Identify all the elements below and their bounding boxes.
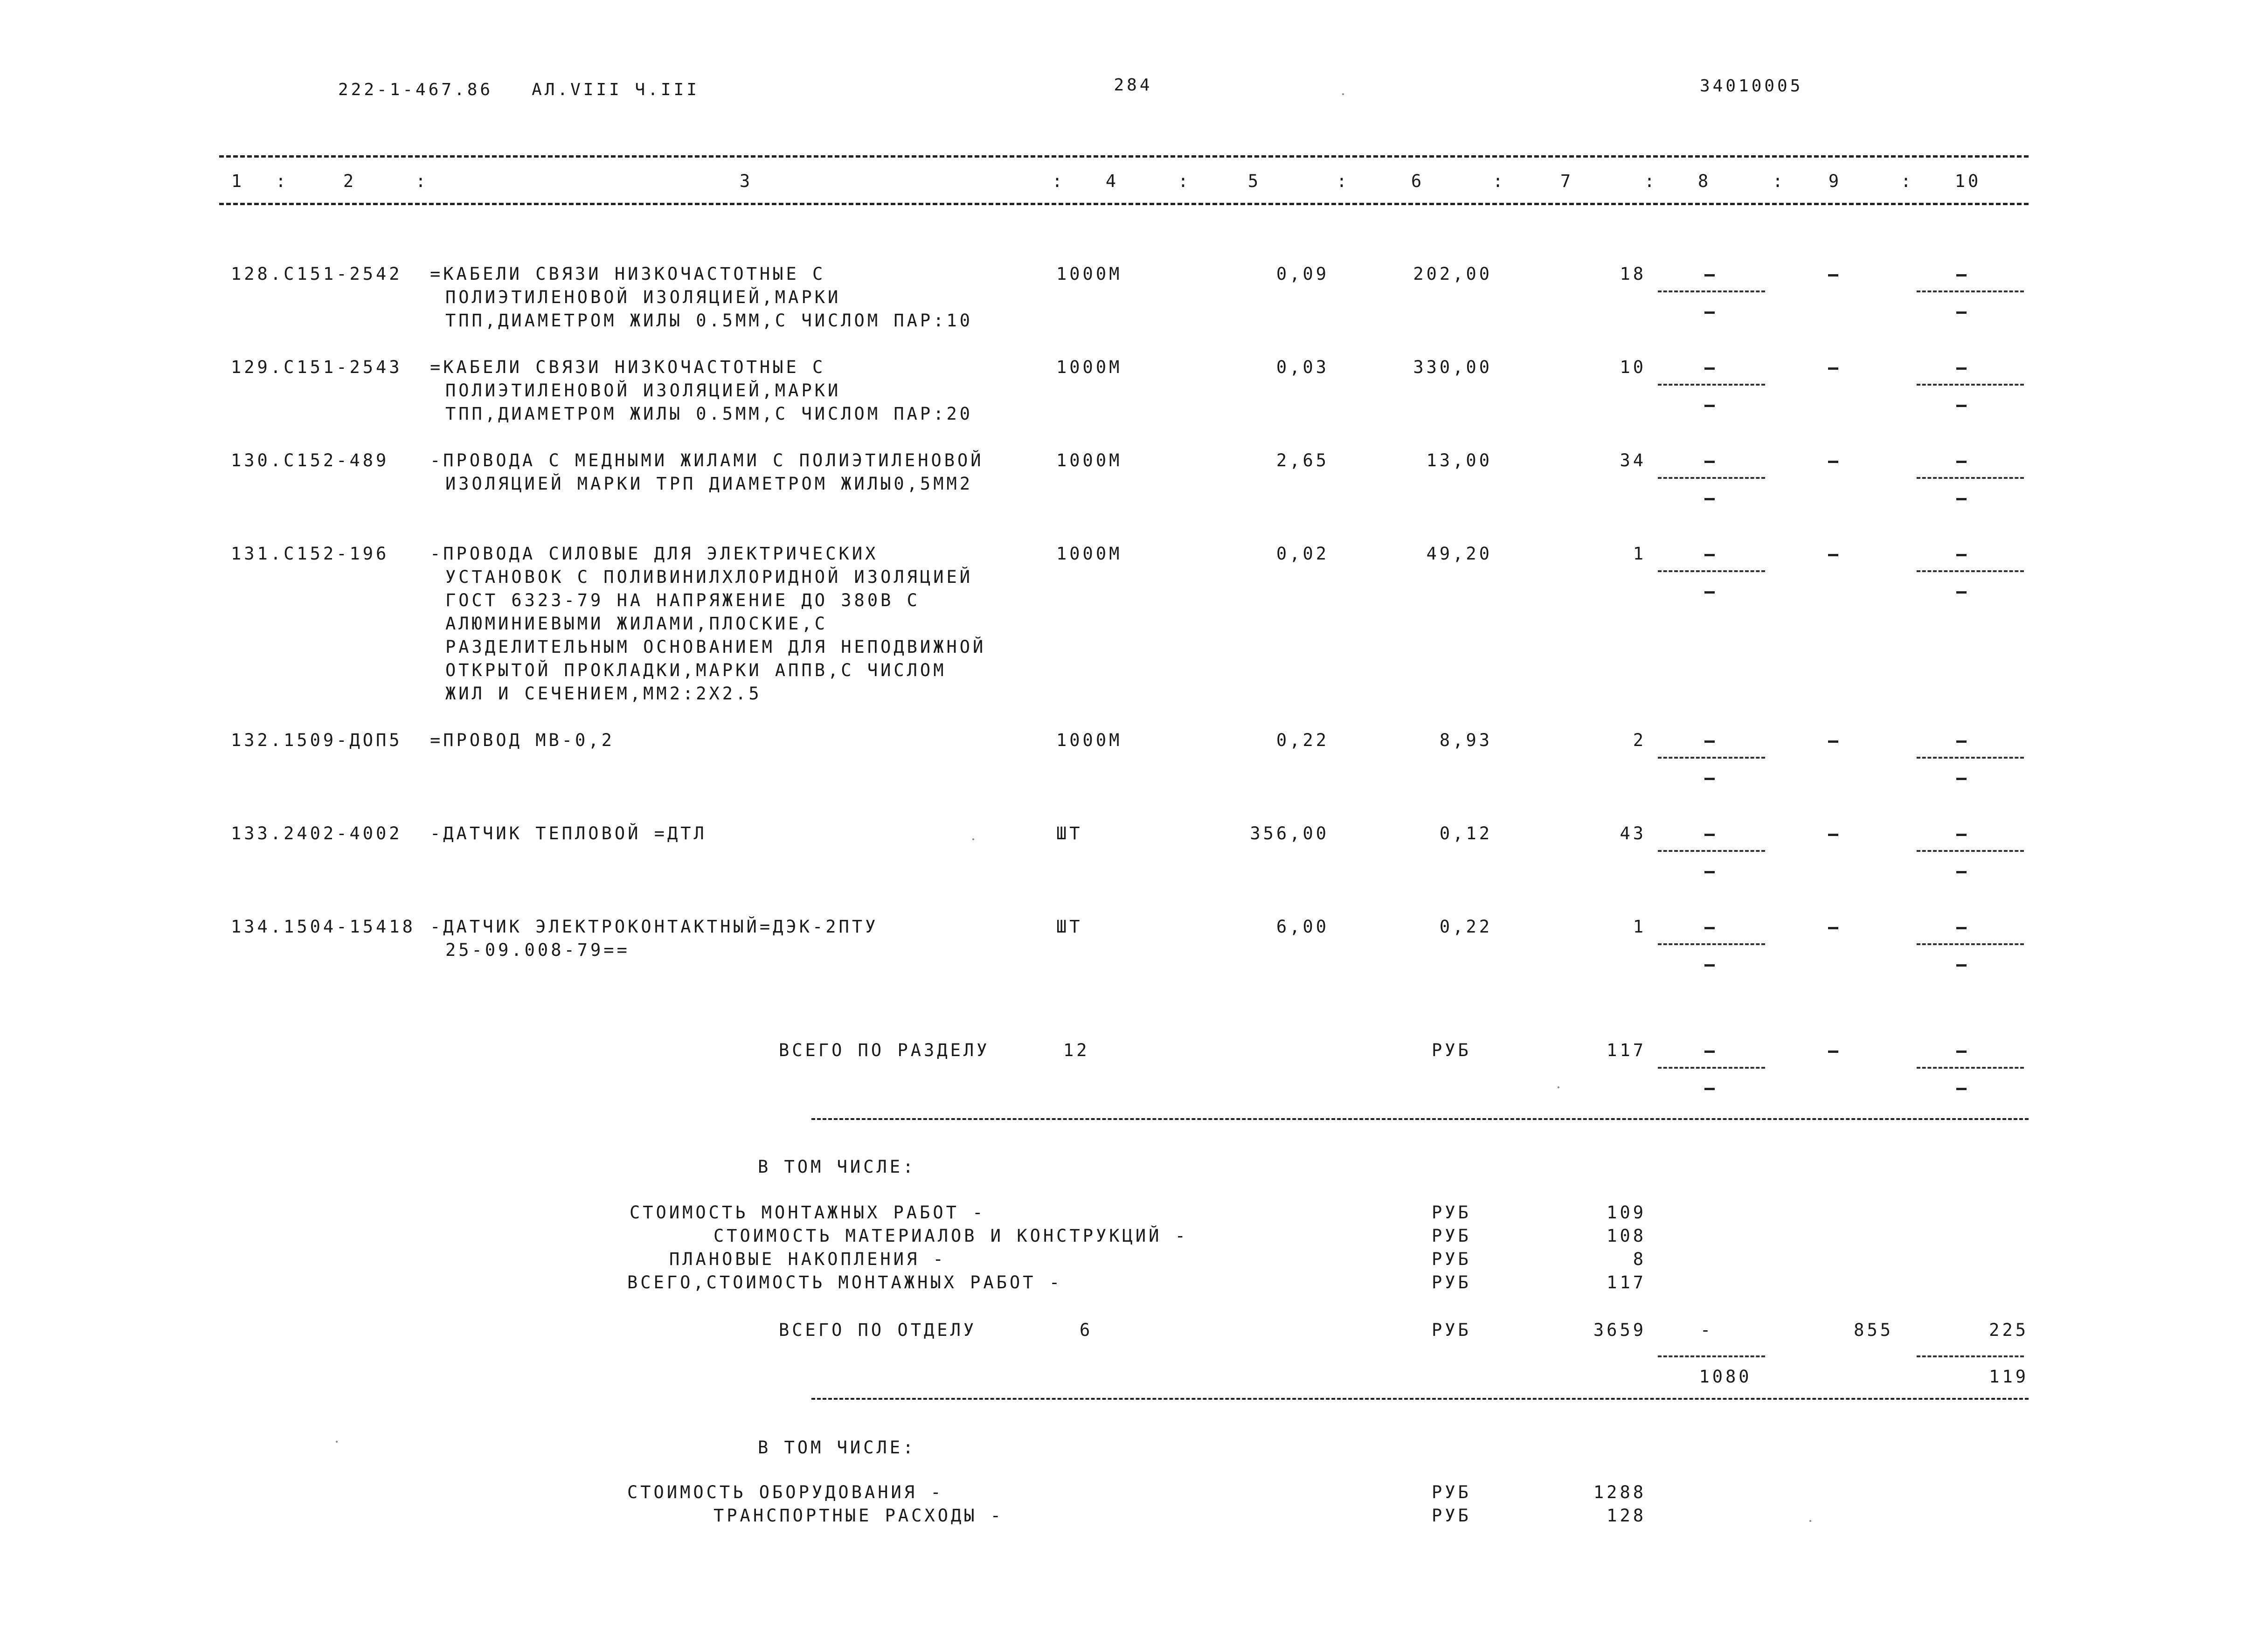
col10-fraction-rule bbox=[1917, 290, 2024, 292]
scan-speck bbox=[1558, 1086, 1559, 1088]
item-description-line: ОТКРЫТОЙ ПРОКЛАДКИ,МАРКИ АППВ,С ЧИСЛОМ bbox=[445, 660, 947, 680]
breakdown-label: ВСЕГО,СТОИМОСТЬ МОНТАЖНЫХ РАБОТ - bbox=[627, 1272, 1063, 1293]
item-description-line: =ПРОВОД МВ-0,2 bbox=[430, 730, 615, 750]
col10-dash bbox=[1956, 1051, 1967, 1053]
col8-dash bbox=[1704, 554, 1715, 556]
col8-dash bbox=[1704, 591, 1715, 594]
item-unit: 1000М bbox=[1056, 450, 1122, 470]
col10-dash bbox=[1956, 461, 1967, 463]
item-unit: 1000М bbox=[1056, 730, 1122, 750]
item-code: 134.1504-15418 bbox=[231, 917, 416, 937]
column-separator: : bbox=[1336, 171, 1350, 191]
breakdown-unit: РУБ bbox=[1432, 1226, 1471, 1246]
dept-total-col9: 855 bbox=[1854, 1320, 1893, 1340]
col10-dash bbox=[1956, 778, 1967, 780]
breakdown-label: СТОИМОСТЬ МОНТАЖНЫХ РАБОТ - bbox=[630, 1203, 986, 1223]
col8-dash bbox=[1704, 367, 1715, 370]
item-total: 1 bbox=[1633, 544, 1646, 564]
column-header: 2 bbox=[343, 171, 357, 191]
col8-dash bbox=[1704, 1051, 1715, 1053]
col8-dash bbox=[1704, 778, 1715, 780]
dept-total-rule bbox=[811, 1398, 2029, 1400]
dept-total-col10-bottom: 119 bbox=[1989, 1367, 2029, 1387]
header-bottom-rule bbox=[219, 203, 2029, 205]
item-unit: ШТ bbox=[1056, 823, 1083, 843]
col8-dash bbox=[1704, 461, 1715, 463]
col9-dash bbox=[1828, 554, 1838, 556]
item-price: 330,00 bbox=[1413, 357, 1492, 377]
item-description-line: АЛЮМИНИЕВЫМИ ЖИЛАМИ,ПЛОСКИЕ,С bbox=[445, 614, 828, 634]
col9-dash bbox=[1828, 367, 1838, 370]
col8-fraction-rule bbox=[1658, 850, 1765, 852]
item-quantity: 6,00 bbox=[1276, 917, 1329, 937]
section-total-unit: РУБ bbox=[1432, 1040, 1471, 1060]
col10-dash bbox=[1956, 740, 1967, 743]
column-separator: : bbox=[415, 171, 429, 191]
column-separator: : bbox=[275, 171, 289, 191]
dept-total-col10-top: 225 bbox=[1989, 1320, 2029, 1340]
dept-total-col8-top: - bbox=[1700, 1320, 1714, 1340]
col10-dash bbox=[1956, 927, 1967, 929]
dept-total-unit: РУБ bbox=[1432, 1320, 1471, 1340]
col8-fraction-rule bbox=[1658, 1067, 1765, 1069]
item-price: 0,22 bbox=[1439, 917, 1492, 937]
item-code: 131.С152-196 bbox=[231, 544, 389, 564]
col8-fraction-rule bbox=[1658, 757, 1765, 759]
col9-dash bbox=[1828, 274, 1838, 276]
item-description-line: ЖИЛ И СЕЧЕНИЕМ,ММ2:2Х2.5 bbox=[445, 684, 762, 704]
item-description-line: РАЗДЕЛИТЕЛЬНЫМ ОСНОВАНИЕМ ДЛЯ НЕПОДВИЖНОЙ bbox=[445, 637, 986, 657]
col9-dash bbox=[1828, 740, 1838, 743]
col10-dash bbox=[1956, 274, 1967, 276]
col10-dash bbox=[1956, 311, 1967, 314]
item-description-line: ТПП,ДИАМЕТРОМ ЖИЛЫ 0.5ММ,С ЧИСЛОМ ПАР:20 bbox=[445, 404, 973, 424]
item-price: 202,00 bbox=[1413, 264, 1492, 284]
dept-total-count: 6 bbox=[1080, 1320, 1093, 1340]
column-header: 5 bbox=[1247, 171, 1261, 191]
item-unit: ШТ bbox=[1056, 917, 1083, 937]
breakdown-value: 1288 bbox=[1593, 1482, 1646, 1502]
col8-fraction-rule bbox=[1658, 477, 1765, 479]
item-description-line: -ДАТЧИК ТЕПЛОВОЙ =ДТЛ bbox=[430, 823, 707, 843]
column-header: 7 bbox=[1560, 171, 1574, 191]
col9-dash bbox=[1828, 927, 1838, 929]
col8-fraction-rule bbox=[1658, 290, 1765, 292]
item-description-line: ТПП,ДИАМЕТРОМ ЖИЛЫ 0.5ММ,С ЧИСЛОМ ПАР:10 bbox=[445, 311, 973, 331]
item-quantity: 2,65 bbox=[1276, 450, 1329, 470]
col10-dash bbox=[1956, 498, 1967, 500]
item-total: 2 bbox=[1633, 730, 1646, 750]
breakdown-unit: РУБ bbox=[1432, 1203, 1471, 1223]
item-total: 34 bbox=[1620, 450, 1646, 470]
column-header: 8 bbox=[1697, 171, 1711, 191]
item-description-line: ПОЛИЭТИЛЕНОВОЙ ИЗОЛЯЦИЕЙ,МАРКИ bbox=[445, 380, 841, 401]
col10-dash bbox=[1956, 367, 1967, 370]
item-price: 49,20 bbox=[1426, 544, 1492, 564]
column-header: 4 bbox=[1105, 171, 1119, 191]
col10-dash bbox=[1956, 1088, 1967, 1090]
item-unit: 1000М bbox=[1056, 357, 1122, 377]
section-total-count: 12 bbox=[1063, 1040, 1090, 1060]
col10-fraction-rule bbox=[1917, 850, 2024, 852]
column-header: 6 bbox=[1411, 171, 1425, 191]
breakdown-value: 117 bbox=[1607, 1272, 1646, 1293]
item-description-line: -ДАТЧИК ЭЛЕКТРОКОНТАКТНЫЙ=ДЭК-2ПТУ bbox=[430, 917, 879, 937]
item-price: 8,93 bbox=[1439, 730, 1492, 750]
item-description-line: ГОСТ 6323-79 НА НАПРЯЖЕНИЕ ДО 380В С bbox=[445, 590, 920, 610]
col8-dash bbox=[1704, 964, 1715, 967]
item-total: 43 bbox=[1620, 823, 1646, 843]
item-quantity: 0,09 bbox=[1276, 264, 1329, 284]
col10-dash bbox=[1956, 964, 1967, 967]
document-code: 222-1-467.86 АЛ.VIII Ч.III bbox=[338, 80, 700, 99]
item-total: 10 bbox=[1620, 357, 1646, 377]
item-description-line: 25-09.008-79== bbox=[445, 940, 630, 960]
item-code: 128.С151-2542 bbox=[231, 264, 402, 284]
scan-speck bbox=[972, 838, 974, 840]
col10-fraction-rule bbox=[1917, 757, 2024, 759]
section-total-rule bbox=[811, 1118, 2029, 1120]
item-unit: 1000М bbox=[1056, 544, 1122, 564]
column-header: 9 bbox=[1828, 171, 1842, 191]
column-separator: : bbox=[1772, 171, 1786, 191]
breakdown-label: ТРАНСПОРТНЫЕ РАСХОДЫ - bbox=[713, 1506, 1004, 1526]
col8-dash bbox=[1704, 927, 1715, 929]
col8-dash bbox=[1704, 834, 1715, 836]
item-description-line: ИЗОЛЯЦИЕЙ МАРКИ ТРП ДИАМЕТРОМ ЖИЛЫ0,5ММ2 bbox=[445, 474, 973, 494]
item-code: 130.С152-489 bbox=[231, 450, 389, 470]
column-separator: : bbox=[1900, 171, 1914, 191]
col10-fraction-rule bbox=[1917, 477, 2024, 479]
col8-dash bbox=[1704, 311, 1715, 314]
item-price: 13,00 bbox=[1426, 450, 1492, 470]
section-breakdown-title: В ТОМ ЧИСЛЕ: bbox=[758, 1157, 916, 1177]
dept-total-col8-fraction-rule bbox=[1658, 1355, 1765, 1357]
dept-breakdown-title: В ТОМ ЧИСЛЕ: bbox=[758, 1438, 916, 1458]
col8-dash bbox=[1704, 740, 1715, 743]
item-code: 133.2402-4002 bbox=[231, 823, 402, 843]
item-quantity: 356,00 bbox=[1250, 823, 1329, 843]
column-header: 10 bbox=[1954, 171, 1981, 191]
col8-dash bbox=[1704, 405, 1715, 407]
section-total-value: 117 bbox=[1607, 1040, 1646, 1060]
item-code: 129.С151-2543 bbox=[231, 357, 402, 377]
item-total: 1 bbox=[1633, 917, 1646, 937]
col8-fraction-rule bbox=[1658, 943, 1765, 945]
col10-dash bbox=[1956, 591, 1967, 594]
item-description-line: ПОЛИЭТИЛЕНОВОЙ ИЗОЛЯЦИЕЙ,МАРКИ bbox=[445, 287, 841, 307]
column-header: 1 bbox=[231, 171, 245, 191]
item-quantity: 0,22 bbox=[1276, 730, 1329, 750]
breakdown-unit: РУБ bbox=[1432, 1506, 1471, 1526]
scan-speck bbox=[1809, 1520, 1811, 1522]
col10-dash bbox=[1956, 871, 1967, 873]
item-description-line: -ПРОВОДА С МЕДНЫМИ ЖИЛАМИ С ПОЛИЭТИЛЕНОВОЙ bbox=[430, 450, 984, 470]
breakdown-unit: РУБ bbox=[1432, 1272, 1471, 1293]
column-separator: : bbox=[1177, 171, 1191, 191]
breakdown-label: СТОИМОСТЬ ОБОРУДОВАНИЯ - bbox=[627, 1482, 944, 1502]
col9-dash bbox=[1828, 461, 1838, 463]
col8-fraction-rule bbox=[1658, 384, 1765, 386]
col9-dash bbox=[1828, 834, 1838, 836]
dept-total-col10-fraction-rule bbox=[1917, 1355, 2024, 1357]
col10-dash bbox=[1956, 405, 1967, 407]
breakdown-value: 128 bbox=[1607, 1506, 1646, 1526]
col10-dash bbox=[1956, 554, 1967, 556]
col8-dash bbox=[1704, 498, 1715, 500]
col10-dash bbox=[1956, 834, 1967, 836]
col9-dash bbox=[1828, 1051, 1838, 1053]
breakdown-value: 108 bbox=[1607, 1226, 1646, 1246]
item-description-line: =КАБЕЛИ СВЯЗИ НИЗКОЧАСТОТНЫЕ С bbox=[430, 357, 826, 377]
column-separator: : bbox=[1052, 171, 1066, 191]
sheet-code: 34010005 bbox=[1700, 76, 1803, 96]
header-top-rule bbox=[219, 155, 2029, 158]
item-price: 0,12 bbox=[1439, 823, 1492, 843]
col8-dash bbox=[1704, 274, 1715, 276]
breakdown-unit: РУБ bbox=[1432, 1482, 1471, 1502]
col10-fraction-rule bbox=[1917, 570, 2024, 572]
col8-fraction-rule bbox=[1658, 570, 1765, 572]
column-header: 3 bbox=[739, 171, 753, 191]
item-code: 132.1509-ДОП5 bbox=[231, 730, 402, 750]
breakdown-value: 109 bbox=[1607, 1203, 1646, 1223]
item-total: 18 bbox=[1620, 264, 1646, 284]
item-description-line: УСТАНОВОК С ПОЛИВИНИЛХЛОРИДНОЙ ИЗОЛЯЦИЕЙ bbox=[445, 567, 973, 587]
breakdown-label: СТОИМОСТЬ МАТЕРИАЛОВ И КОНСТРУКЦИЙ - bbox=[713, 1226, 1188, 1246]
breakdown-unit: РУБ bbox=[1432, 1249, 1471, 1269]
item-unit: 1000М bbox=[1056, 264, 1122, 284]
col8-dash bbox=[1704, 1088, 1715, 1090]
section-total-label: ВСЕГО ПО РАЗДЕЛУ bbox=[779, 1040, 990, 1060]
column-separator: : bbox=[1644, 171, 1658, 191]
item-description-line: -ПРОВОДА СИЛОВЫЕ ДЛЯ ЭЛЕКТРИЧЕСКИХ bbox=[430, 544, 879, 564]
col10-fraction-rule bbox=[1917, 1067, 2024, 1069]
breakdown-label: ПЛАНОВЫЕ НАКОПЛЕНИЯ - bbox=[669, 1249, 946, 1269]
col8-dash bbox=[1704, 871, 1715, 873]
scan-speck bbox=[336, 1441, 338, 1443]
dept-total-value: 3659 bbox=[1593, 1320, 1646, 1340]
dept-total-col8-bottom: 1080 bbox=[1699, 1367, 1752, 1387]
scan-speck bbox=[1342, 93, 1344, 95]
page-number: 284 bbox=[1114, 76, 1153, 95]
col10-fraction-rule bbox=[1917, 943, 2024, 945]
item-quantity: 0,02 bbox=[1276, 544, 1329, 564]
col10-fraction-rule bbox=[1917, 384, 2024, 386]
dept-total-label: ВСЕГО ПО ОТДЕЛУ bbox=[779, 1320, 977, 1340]
breakdown-value: 8 bbox=[1633, 1249, 1646, 1269]
item-quantity: 0,03 bbox=[1276, 357, 1329, 377]
column-separator: : bbox=[1492, 171, 1506, 191]
item-description-line: =КАБЕЛИ СВЯЗИ НИЗКОЧАСТОТНЫЕ С bbox=[430, 264, 826, 284]
